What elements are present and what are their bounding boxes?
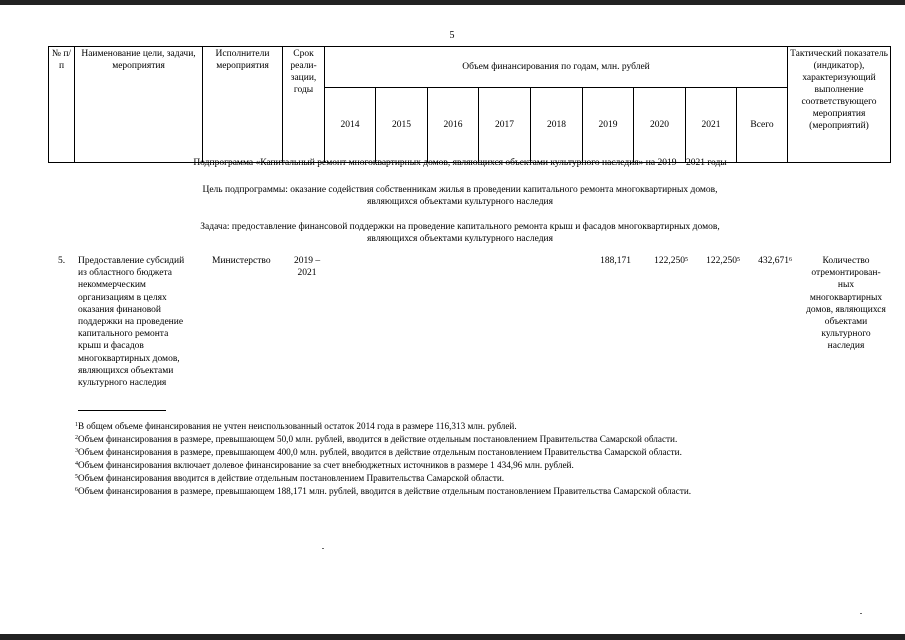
row-indicator — [796, 255, 896, 353]
header-year: 2017 — [479, 88, 531, 163]
row-name-line: из областного бюджета — [78, 268, 172, 279]
footnote-text: Объем финансирования в размере, превышающем 188,171 млн. рублей, вводится в действие отдельным постановлением Правительства Самарской области. — [78, 486, 692, 496]
footnote-number: 1 — [75, 422, 78, 428]
task-line-2: являющихся объектами культурного наследия — [366, 234, 553, 244]
indicator-line: Количество — [822, 256, 870, 266]
footnote-mark: 5 — [737, 257, 740, 263]
header-num: № п/п — [49, 47, 75, 163]
footnote — [75, 433, 875, 446]
footnote-number: 6 — [75, 487, 78, 493]
header-year: 2020 — [634, 88, 686, 163]
value-2019: 188,171 — [600, 256, 631, 266]
footnotes — [75, 420, 875, 498]
row-name-line: крыш и фасадов — [78, 341, 144, 352]
row-name-line: капитального ремонта — [78, 329, 169, 340]
scan-bottom-border — [0, 634, 905, 640]
footnote — [75, 472, 875, 485]
footnote-text: Объем финансирования в размере, превышающем 400,0 млн. рублей, вводится в действие отдельным постановлением Правительства Самарской области. — [78, 447, 682, 457]
header-year: 2014 — [325, 88, 376, 163]
subprogram-title: Подпрограмма «Капитальный ремонт многоквартирных домов, являющихся объектами культурного наследия» на 2019 – 2021 годы — [193, 158, 727, 168]
row-term-start: 2019 – — [293, 256, 321, 266]
footnote-number: 2 — [75, 435, 78, 441]
scan-speck — [860, 613, 862, 614]
footnote-number: 3 — [75, 448, 78, 454]
indicator-line: домов, являющихся — [806, 304, 886, 315]
row-name-line: организациям в целях — [78, 292, 167, 303]
row-term — [290, 255, 324, 279]
scan-top-border — [0, 0, 905, 5]
indicator-line: объектами — [824, 317, 868, 328]
header-finance: Объем финансирования по годам, млн. рублей — [325, 47, 788, 88]
footnote-number: 4 — [75, 461, 78, 467]
footnote-mark: 6 — [789, 257, 792, 263]
task-line-1: Задача: предоставление финансовой поддержки на проведение капитального ремонта крыш и фасадов многоквартирных домов, — [200, 222, 720, 232]
row-name-line: являющихся объектами — [78, 365, 174, 376]
header-year-total: Всего — [737, 88, 788, 163]
value-2021 — [688, 255, 740, 267]
value-2020-number: 122,250 — [654, 256, 685, 266]
header-executor: Исполнители мероприятия — [203, 47, 283, 163]
value-total-number: 432,671 — [758, 256, 789, 266]
row-name — [78, 255, 210, 389]
row-name-line: оказания финановой — [78, 304, 161, 315]
header-year: 2015 — [376, 88, 428, 163]
footnote — [75, 420, 875, 433]
footnote — [75, 485, 875, 498]
row-name-line: многоквартирных домов, — [78, 353, 180, 364]
indicator-line: отремонтирован- — [811, 268, 881, 279]
header-name: Наименование цели, задачи, мероприятия — [75, 47, 203, 163]
value-2021-number: 122,250 — [706, 256, 737, 266]
row-executor: Министерство — [212, 256, 271, 266]
table-header — [48, 46, 891, 163]
indicator-line: многоквартирных — [809, 292, 883, 303]
goal-line-2: являющихся объектами культурного наследия — [366, 197, 553, 207]
row-number: 5. — [58, 256, 66, 266]
indicator-line: ных — [837, 280, 855, 291]
footnote-text: Объем финансирования включает долевое финансирование за счет внебюджетных источников в размере 1 434,96 млн. рублей. — [78, 460, 574, 470]
footnote — [75, 459, 875, 472]
indicator-line: культурного — [821, 329, 871, 340]
goal-line-1: Цель подпрограммы: оказание содействия собственникам жилья в проведении капитального ремонта многоквартирных домов, — [202, 185, 718, 195]
scan-speck — [322, 548, 324, 549]
footnote-mark: 5 — [685, 257, 688, 263]
header-year: 2021 — [686, 88, 737, 163]
row-term-end: 2021 — [297, 268, 317, 279]
footnote-text: В общем объеме финансирования не учтен неиспользованный остаток 2014 года в размере 116,313 млн. рублей. — [78, 421, 517, 431]
row-name-line: Предоставление субсидий — [78, 256, 185, 266]
row-name-line: культурного наследия — [78, 378, 167, 389]
header-indicator: Тактический показатель (индикатор), характеризующий выполнение соответствующего мероприятия (мероприятий) — [788, 47, 891, 163]
value-total — [740, 255, 792, 267]
header-term: Срок реали-зации, годы — [283, 47, 325, 163]
header-year: 2016 — [428, 88, 479, 163]
row-name-line: поддержки на проведение — [78, 317, 184, 328]
header-year: 2019 — [583, 88, 634, 163]
header-year: 2018 — [531, 88, 583, 163]
footnote-number: 5 — [75, 474, 78, 480]
indicator-line: наследия — [827, 341, 865, 352]
footnote-text: Объем финансирования вводится в действие отдельным постановлением Правительства Самарской области. — [78, 473, 505, 483]
footnote-text: Объем финансирования в размере, превышающем 50,0 млн. рублей, вводится в действие отдельным постановлением Правительства Самарской области. — [78, 434, 678, 444]
page-number: 5 — [449, 30, 455, 41]
footnote — [75, 446, 875, 459]
value-2020 — [636, 255, 688, 267]
footnote-separator — [78, 410, 166, 411]
row-name-line: некоммерческим — [78, 280, 146, 291]
